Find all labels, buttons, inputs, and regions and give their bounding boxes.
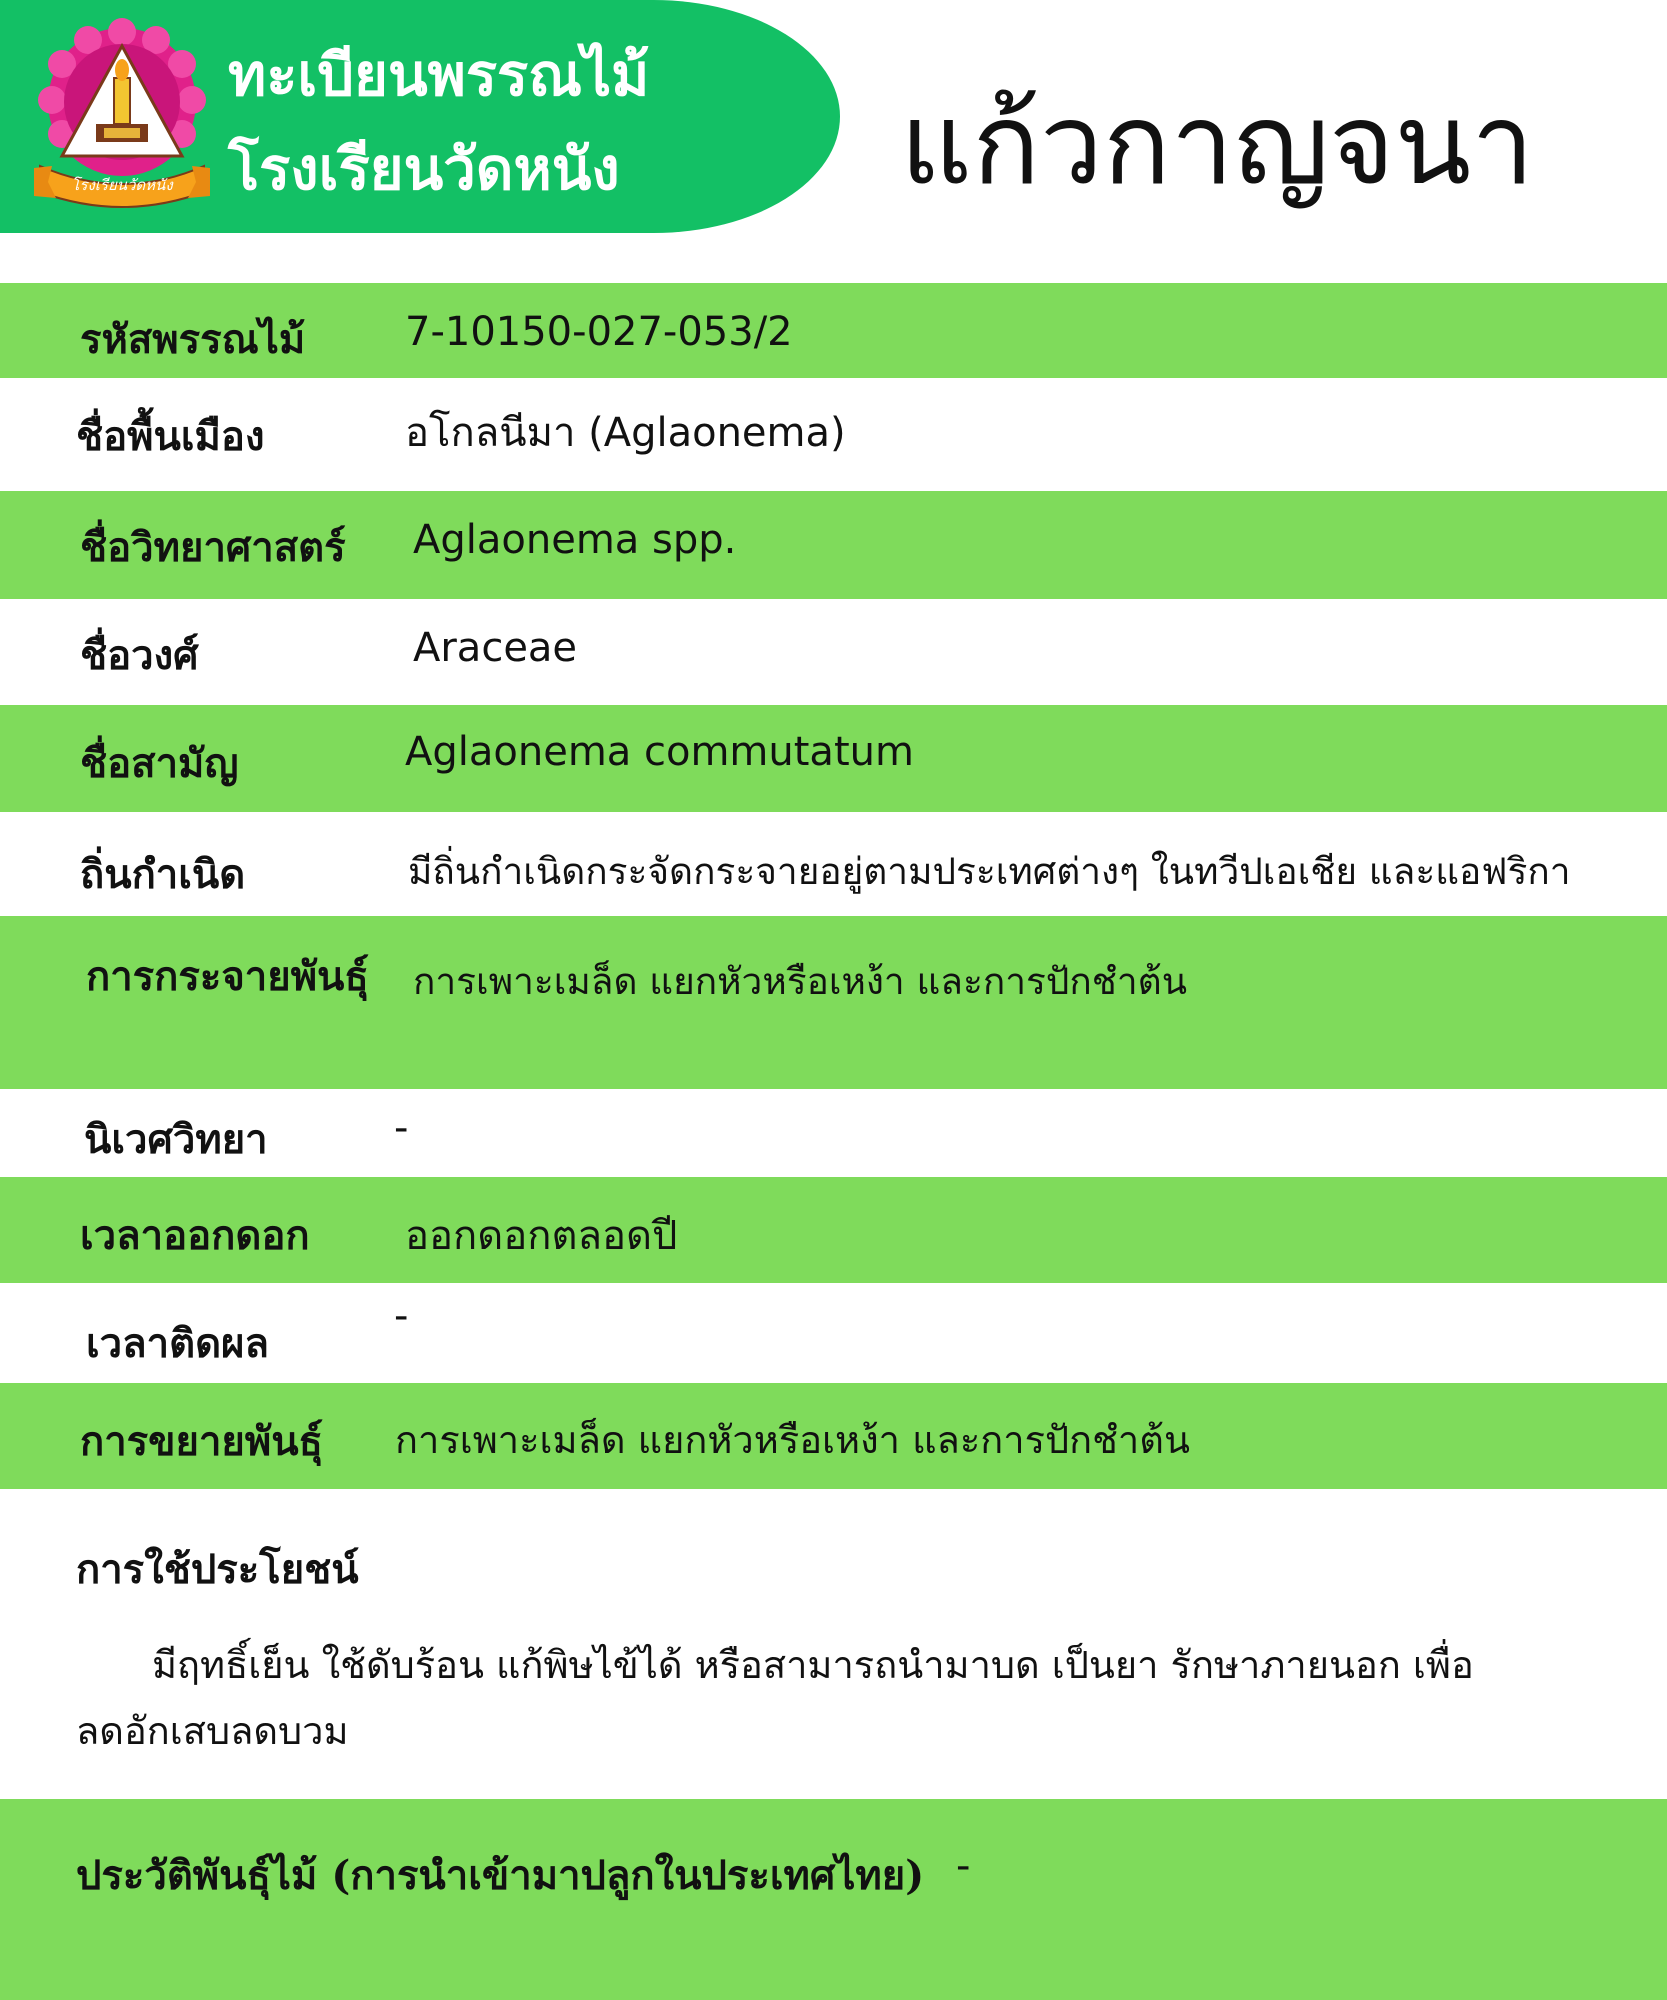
row-label: เวลาออกดอก bbox=[80, 1212, 310, 1259]
row-value: การเพาะเมล็ด แยกหัวหรือเหง้า และการปักชำต้น bbox=[413, 960, 1188, 1003]
row-family-name bbox=[0, 599, 1667, 705]
history-label: ประวัติพันธุ์ไม้ (การนำเข้ามาปลูกในประเทศไทย) bbox=[76, 1852, 925, 1899]
row-value: - bbox=[394, 1293, 409, 1339]
row-scientific-name bbox=[0, 491, 1667, 599]
row-value: ออกดอกตลอดปี bbox=[405, 1213, 678, 1259]
row-label: ชื่อวงศ์ bbox=[80, 632, 199, 679]
row-label: ชื่อสามัญ bbox=[80, 740, 239, 787]
row-label: รหัสพรรณไม้ bbox=[80, 316, 306, 363]
school-logo bbox=[34, 16, 210, 212]
plant-name-title: แก้วกาญจนา bbox=[900, 80, 1535, 210]
row-ecology bbox=[0, 1089, 1667, 1177]
usage-label: การใช้ประโยชน์ bbox=[76, 1546, 359, 1593]
row-label: นิเวศวิทยา bbox=[84, 1116, 268, 1163]
header-title-line1: ทะเบียนพรรณไม้ bbox=[228, 41, 650, 109]
row-local-name bbox=[0, 378, 1667, 491]
row-value: Aglaonema spp. bbox=[413, 517, 737, 563]
row-label: การขยายพันธุ์ bbox=[80, 1418, 323, 1465]
row-value: Aglaonema commutatum bbox=[405, 729, 914, 775]
header-title-line2: โรงเรียนวัดหนัง bbox=[228, 135, 620, 203]
row-origin bbox=[0, 812, 1667, 916]
row-label: ชื่อพื้นเมือง bbox=[76, 413, 265, 460]
row-plant-code bbox=[0, 283, 1667, 378]
row-value: มีถิ่นกำเนิดกระจัดกระจายอยู่ตามประเทศต่างๆ ในทวีปเอเชีย และแอฟริกา bbox=[408, 850, 1571, 893]
row-flowering-time bbox=[0, 1177, 1667, 1283]
row-value: 7-10150-027-053/2 bbox=[405, 309, 793, 355]
row-value: การเพาะเมล็ด แยกหัวหรือเหง้า และการปักชำต้น bbox=[395, 1418, 1190, 1462]
row-propagation bbox=[0, 1383, 1667, 1489]
row-label: การกระจายพันธุ์ bbox=[86, 953, 369, 1000]
row-fruiting-time bbox=[0, 1283, 1667, 1383]
row-value: อโกลนีมา (Aglaonema) bbox=[405, 410, 846, 456]
row-label: เวลาติดผล bbox=[86, 1320, 270, 1367]
row-label: ชื่อวิทยาศาสตร์ bbox=[80, 524, 346, 571]
usage-text: มีฤทธิ์เย็น ใช้ดับร้อน แก้พิษไข้ได้ หรือสามารถนำมาบด เป็นยา รักษาภายนอก เพื่อลดอักเสบลดบวม bbox=[76, 1643, 1474, 1753]
row-label: ถิ่นกำเนิด bbox=[80, 851, 246, 898]
logo-text: โรงเรียนวัดหนัง bbox=[71, 176, 173, 194]
row-distribution bbox=[0, 916, 1667, 1089]
row-value: Araceae bbox=[413, 625, 578, 671]
row-value: - bbox=[394, 1105, 409, 1151]
history-section bbox=[0, 1799, 1667, 2000]
history-value: - bbox=[956, 1843, 971, 1889]
row-common-name bbox=[0, 705, 1667, 812]
